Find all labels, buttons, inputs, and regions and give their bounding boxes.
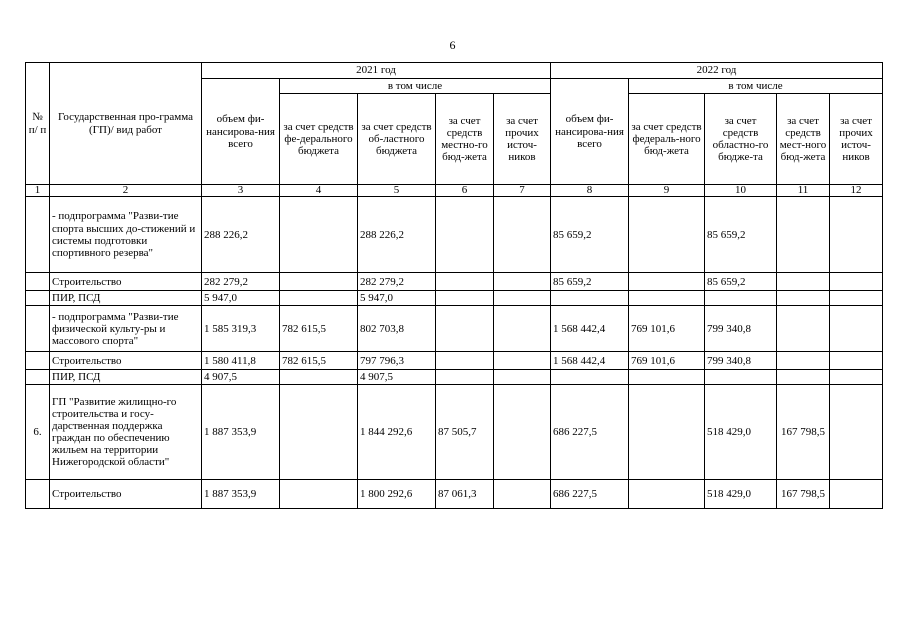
header-year-2022: 2022 год — [551, 63, 883, 79]
value-cell — [280, 273, 358, 291]
column-number: 5 — [358, 185, 436, 197]
value-cell: 85 659,2 — [551, 273, 629, 291]
value-cell — [436, 370, 494, 385]
value-cell: 769 101,6 — [629, 352, 705, 370]
value-cell — [830, 370, 883, 385]
table-body — [26, 197, 883, 509]
header-2021-regional: за счет средств об-ластного бюджета — [358, 94, 436, 185]
value-cell: 288 226,2 — [202, 197, 280, 273]
page-number: 6 — [449, 38, 456, 52]
value-cell: 4 907,5 — [358, 370, 436, 385]
value-cell — [551, 370, 629, 385]
value-cell — [436, 273, 494, 291]
value-cell — [629, 273, 705, 291]
value-cell: 87 061,3 — [436, 480, 494, 509]
value-cell: 1 568 442,4 — [551, 352, 629, 370]
row-name: Строительство — [50, 352, 202, 370]
header-2022-incl: в том числе — [629, 79, 883, 94]
value-cell — [705, 291, 777, 306]
value-cell — [280, 385, 358, 480]
table-row — [26, 370, 883, 385]
column-number: 1 — [26, 185, 50, 197]
value-cell — [436, 306, 494, 352]
header-2021-federal: за счет средств фе-дерального бюджета — [280, 94, 358, 185]
value-cell: 5 947,0 — [202, 291, 280, 306]
column-number: 7 — [494, 185, 551, 197]
value-cell — [494, 480, 551, 509]
row-name: Строительство — [50, 480, 202, 509]
header-num: № п/ п — [26, 63, 50, 185]
value-cell: 518 429,0 — [705, 480, 777, 509]
column-number: 3 — [202, 185, 280, 197]
table-row — [26, 291, 883, 306]
value-cell: 1 887 353,9 — [202, 480, 280, 509]
row-name: Строительство — [50, 273, 202, 291]
value-cell: 87 505,7 — [436, 385, 494, 480]
value-cell — [830, 480, 883, 509]
row-number — [26, 291, 50, 306]
value-cell — [280, 370, 358, 385]
row-name: ГП "Развитие жилищно-го строительства и госу-дарственная поддержка граждан по обеспечению жильем на территории Нижегородской области" — [50, 385, 202, 480]
value-cell: 85 659,2 — [705, 197, 777, 273]
row-name: - подпрограмма "Разви-тие спорта высших до-стижений и системы подготовки спортивного резерва" — [50, 197, 202, 273]
value-cell — [830, 306, 883, 352]
value-cell — [777, 273, 830, 291]
value-cell: 1 844 292,6 — [358, 385, 436, 480]
row-number — [26, 352, 50, 370]
table-row — [26, 306, 883, 352]
header-2022-other: за счет прочих источ-ников — [830, 94, 883, 185]
value-cell — [705, 370, 777, 385]
value-cell — [629, 370, 705, 385]
value-cell: 1 887 353,9 — [202, 385, 280, 480]
value-cell — [280, 197, 358, 273]
column-number-row — [26, 185, 883, 197]
row-number — [26, 273, 50, 291]
value-cell: 799 340,8 — [705, 306, 777, 352]
value-cell: 288 226,2 — [358, 197, 436, 273]
row-number — [26, 480, 50, 509]
header-2021-total: объем фи-нансирова-ния всего — [202, 79, 280, 185]
header-2022-federal: за счет средств федераль-ного бюд-жета — [629, 94, 705, 185]
column-number: 9 — [629, 185, 705, 197]
row-number — [26, 306, 50, 352]
value-cell: 85 659,2 — [705, 273, 777, 291]
value-cell — [280, 291, 358, 306]
column-number: 6 — [436, 185, 494, 197]
row-number — [26, 370, 50, 385]
value-cell — [494, 385, 551, 480]
value-cell — [777, 306, 830, 352]
value-cell — [629, 480, 705, 509]
value-cell: 1 580 411,8 — [202, 352, 280, 370]
header-2022-local: за счет средств мест-ного бюд-жета — [777, 94, 830, 185]
header-name: Государственная про-грамма (ГП)/ вид работ — [50, 63, 202, 185]
value-cell: 85 659,2 — [551, 197, 629, 273]
value-cell — [830, 352, 883, 370]
value-cell: 782 615,5 — [280, 352, 358, 370]
value-cell: 686 227,5 — [551, 385, 629, 480]
value-cell — [280, 480, 358, 509]
header-2022-total: объем фи-нансирова-ния всего — [551, 79, 629, 185]
value-cell: 167 798,5 — [777, 480, 830, 509]
header-2021-other: за счет прочих источ-ников — [494, 94, 551, 185]
value-cell: 782 615,5 — [280, 306, 358, 352]
table-row — [26, 352, 883, 370]
value-cell: 769 101,6 — [629, 306, 705, 352]
table-row — [26, 385, 883, 480]
header-2021-local: за счет средств местно-го бюд-жета — [436, 94, 494, 185]
value-cell: 282 279,2 — [202, 273, 280, 291]
header-2021-incl: в том числе — [280, 79, 551, 94]
value-cell — [494, 306, 551, 352]
financing-table — [25, 62, 883, 509]
value-cell — [830, 291, 883, 306]
value-cell: 802 703,8 — [358, 306, 436, 352]
value-cell — [494, 352, 551, 370]
value-cell — [629, 385, 705, 480]
table-row — [26, 480, 883, 509]
value-cell: 282 279,2 — [358, 273, 436, 291]
value-cell — [494, 291, 551, 306]
value-cell — [777, 370, 830, 385]
header-year-2021: 2021 год — [202, 63, 551, 79]
value-cell: 797 796,3 — [358, 352, 436, 370]
row-number: 6. — [26, 385, 50, 480]
table-row — [26, 197, 883, 273]
value-cell — [436, 197, 494, 273]
value-cell: 1 800 292,6 — [358, 480, 436, 509]
value-cell: 1 568 442,4 — [551, 306, 629, 352]
value-cell: 1 585 319,3 — [202, 306, 280, 352]
value-cell — [777, 352, 830, 370]
column-number: 4 — [280, 185, 358, 197]
value-cell: 167 798,5 — [777, 385, 830, 480]
column-number: 10 — [705, 185, 777, 197]
value-cell — [436, 291, 494, 306]
value-cell: 5 947,0 — [358, 291, 436, 306]
value-cell — [830, 273, 883, 291]
value-cell — [436, 352, 494, 370]
value-cell — [777, 291, 830, 306]
row-number — [26, 197, 50, 273]
value-cell — [830, 197, 883, 273]
row-name: ПИР, ПСД — [50, 370, 202, 385]
row-name: - подпрограмма "Разви-тие физической культу-ры и массового спорта" — [50, 306, 202, 352]
value-cell — [494, 370, 551, 385]
value-cell: 799 340,8 — [705, 352, 777, 370]
value-cell: 686 227,5 — [551, 480, 629, 509]
header-2022-regional: за счет средств областно-го бюдже-та — [705, 94, 777, 185]
value-cell — [777, 197, 830, 273]
row-name: ПИР, ПСД — [50, 291, 202, 306]
value-cell — [629, 291, 705, 306]
column-number: 8 — [551, 185, 629, 197]
value-cell — [551, 291, 629, 306]
column-number: 2 — [50, 185, 202, 197]
value-cell — [629, 197, 705, 273]
column-number: 11 — [777, 185, 830, 197]
value-cell — [494, 273, 551, 291]
value-cell — [494, 197, 551, 273]
value-cell: 4 907,5 — [202, 370, 280, 385]
value-cell: 518 429,0 — [705, 385, 777, 480]
table-row — [26, 273, 883, 291]
value-cell — [830, 385, 883, 480]
column-number: 12 — [830, 185, 883, 197]
